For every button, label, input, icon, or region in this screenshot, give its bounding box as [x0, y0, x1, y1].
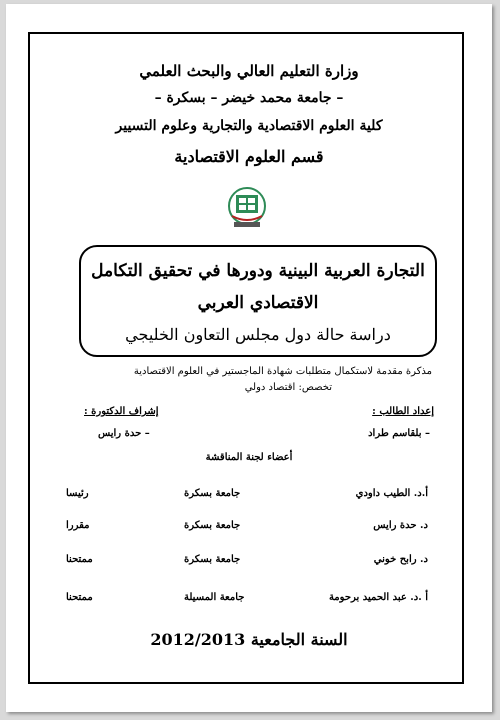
memo-specialty: تخصص: اقتصاد دولي	[244, 382, 332, 393]
member-name: د. حدة رايس	[373, 520, 428, 531]
student-label: إعداد الطالب :	[372, 406, 434, 417]
member-role: رئيسا	[66, 488, 89, 499]
ministry-heading: وزارة التعليم العالي والبحث العلمي	[139, 62, 359, 80]
member-university: جامعة بسكرة	[184, 554, 241, 565]
committee-title: أعضاء لجنة المناقشة	[205, 452, 293, 463]
department-heading: قسم العلوم الاقتصادية	[174, 147, 324, 166]
thesis-title-box	[79, 245, 437, 357]
member-university: جامعة المسيلة	[184, 592, 245, 603]
supervisor-name: – حدة رايس	[98, 428, 150, 439]
university-seal-icon	[224, 186, 270, 230]
member-role: مقررا	[66, 520, 90, 531]
member-role: ممتحنا	[66, 554, 93, 565]
university-heading: – جامعة محمد خيضر – بسكرة –	[154, 90, 344, 106]
member-university: جامعة بسكرة	[184, 520, 241, 531]
supervisor-label: إشراف الدكتورة :	[84, 406, 159, 417]
member-name: د. رابح خوني	[373, 554, 428, 565]
member-name: أ.د. الطيب داودي	[355, 488, 428, 499]
member-role: ممتحنا	[66, 592, 93, 603]
member-name: أ .د. عبد الحميد برحومة	[328, 592, 428, 603]
thesis-title-line1: التجارة العربية البينية ودورها في تحقيق التكامل	[91, 261, 425, 281]
document-page	[6, 4, 492, 712]
student-name: – بلقاسم طراد	[368, 428, 430, 439]
member-university: جامعة بسكرة	[184, 488, 241, 499]
thesis-title-line2: الاقتصادي العربي	[197, 293, 319, 313]
memo-purpose: مذكرة مقدمة لاستكمال متطلبات شهادة الماجستير في العلوم الاقتصادية	[133, 366, 432, 377]
academic-year: السنة الجامعية 2012/2013	[150, 630, 348, 649]
faculty-heading: كلية العلوم الاقتصادية والتجارية وعلوم التسيير	[115, 118, 383, 134]
thesis-subtitle: دراسة حالة دول مجلس التعاون الخليجي	[125, 325, 391, 344]
